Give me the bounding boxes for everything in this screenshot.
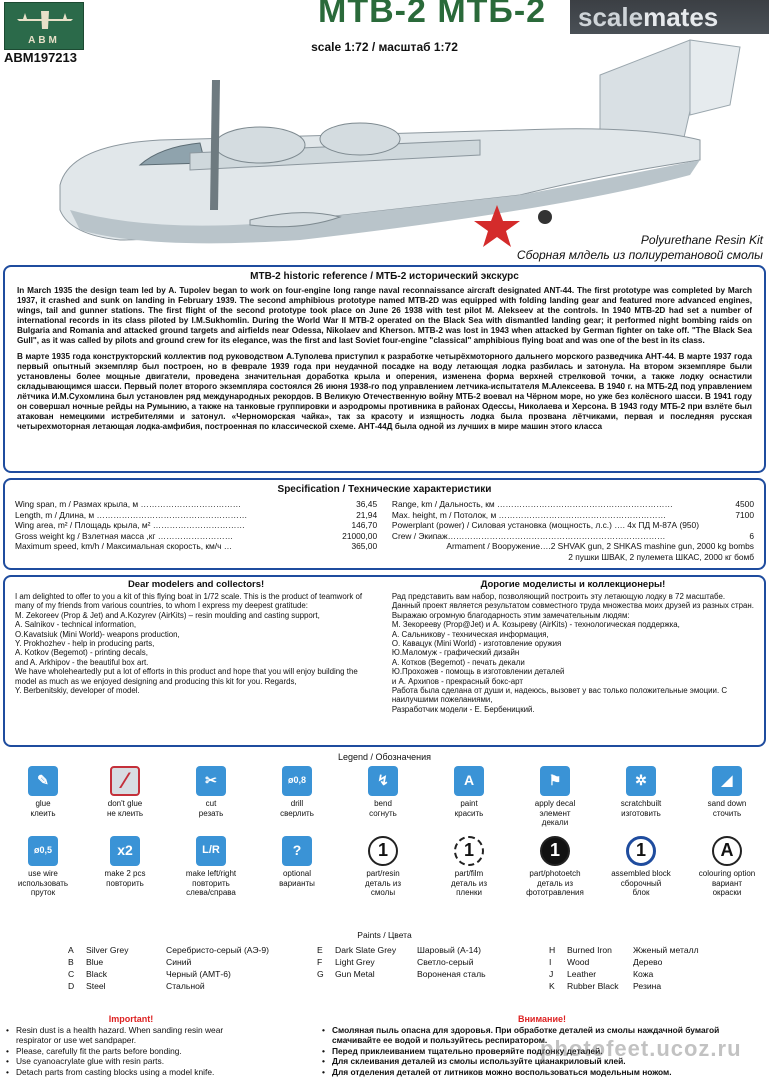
paint-row: K Rubber Black Резина [549, 981, 662, 991]
warnings-title-en: Important! [108, 1014, 154, 1024]
legend-en: glue [35, 799, 51, 808]
legend-item-wire [0, 836, 86, 898]
spec-row [392, 499, 754, 510]
legend-ru: элемент декали [539, 808, 571, 827]
spec-row [15, 499, 377, 510]
warning-item: • Detach parts from casting blocks using a model knife. [6, 1067, 256, 1078]
cut-icon: ✂ [196, 766, 226, 796]
legend-en: sand down [707, 799, 747, 808]
warnings-title-ru: Внимание! [518, 1014, 566, 1024]
decal-icon: ⚑ [540, 766, 570, 796]
legend-ru: красить [454, 808, 484, 818]
spec-row [392, 510, 754, 521]
legend-item-dont-glue [82, 766, 168, 818]
sand-icon: ◢ [712, 766, 742, 796]
spec-row [392, 520, 754, 531]
legend-item-sand [684, 766, 769, 818]
spec-value: 146,70 [351, 520, 378, 530]
modelers-title-en: Dear modelers and collectors! [127, 579, 265, 590]
make-two-icon: x2 [110, 836, 140, 866]
modelers-en-column [15, 579, 377, 714]
specification-panel [3, 478, 766, 570]
spec-label: Range, km / Дальность, км ……………………………………………………… [391, 499, 673, 509]
spec-label: Wing span, m / Размах крыла, м ……………………………… [15, 499, 241, 509]
kit-type-ru: Сборная млдель из полиуретановой смолы [516, 248, 763, 262]
spec-row [15, 531, 377, 542]
paint-row: H Burned Iron Жженый металл [549, 945, 699, 955]
spec-row [15, 510, 377, 521]
modelers-ru-column [392, 579, 754, 714]
legend-item-left-right [168, 836, 254, 898]
legend-en: paint [460, 799, 478, 808]
legend-ru: согнуть [369, 808, 397, 818]
scratchbuilt-icon: ✲ [626, 766, 656, 796]
resin-part-icon: 1 [368, 836, 398, 866]
legend-ru: использовать пруток [17, 878, 69, 897]
kit-code: ABM197213 [4, 50, 77, 65]
paints-title: Paints / Цвета [357, 930, 412, 940]
legend-en: make 2 pcs [104, 869, 146, 878]
brand-part1: scale [578, 2, 644, 32]
paint-row: D Steel Стальной [68, 981, 205, 991]
paint-row: I Wood Дерево [549, 957, 663, 967]
legend-en: use wire [28, 869, 58, 878]
legend-ru: сборочный блок [620, 878, 662, 897]
watermark: photofeet.ucoz.ru [540, 1036, 742, 1061]
paint-icon: A [454, 766, 484, 796]
legend-item-photoetch-part [512, 836, 598, 898]
legend-title: Legend / Обозначения [337, 752, 432, 762]
warning-item: • Please, carefully fit the parts before bonding. [6, 1046, 256, 1057]
legend-item-decal [512, 766, 598, 828]
armament-ru: 2 пушки ШВАК, 2 пулемета ШКАС, 2000 кг бомб [568, 551, 754, 562]
optional-icon: ? [282, 836, 312, 866]
legend-item-film-part [426, 836, 512, 898]
legend-item-resin-part [340, 836, 426, 898]
legend-ru: повторить [106, 878, 144, 888]
legend-en: part/photoetch [529, 869, 581, 878]
warnings-en [6, 1014, 256, 1077]
spec-label: Crew / Экипаж…………………………………………………………………… [391, 530, 666, 541]
spec-value: 6 [749, 530, 754, 541]
spec-label: Maximum speed, km/h / Максимальная скорость, км/ч … [15, 541, 233, 551]
brand-part2: mates [643, 2, 719, 32]
legend-item-make-two [82, 836, 168, 888]
legend-en: optional [282, 869, 312, 878]
spec-label: Max. height, m / Потолок, м …………………………………………………… [391, 509, 667, 520]
history-panel [3, 265, 766, 473]
legend-ru: сверлить [280, 808, 314, 818]
spec-label: Wing area, m² / Площадь крыла, м² …………………………… [15, 520, 245, 530]
legend-item-paint [426, 766, 512, 818]
spec-label: Powerplant (power) / Силовая установка (мощность, л.с.) …. 4х ПД М-87А (950) [391, 520, 699, 530]
kit-title: МТВ-2 МТБ-2 [318, 0, 547, 30]
assembled-block-icon: 1 [626, 836, 656, 866]
glue-icon: ✎ [28, 766, 58, 796]
legend-en: apply decal [534, 799, 576, 808]
legend-en: scratchbuilt [620, 799, 662, 808]
legend-en: part/resin [366, 869, 400, 878]
drill-icon: ø0,8 [282, 766, 312, 796]
legend-ru: сточить [712, 808, 742, 818]
specs-title: Specification / Технические характеристики [277, 484, 492, 495]
colouring-option-icon: A [712, 836, 742, 866]
spec-row [392, 531, 754, 542]
warning-item: • Для склеивания деталей из смолы используйте цианакриловый клей. [322, 1056, 762, 1067]
legend-en: don't glue [107, 799, 143, 808]
bend-icon: ↯ [368, 766, 398, 796]
flying-boat-illustration [0, 35, 769, 260]
legend-item-assembled-block [598, 836, 684, 898]
warning-item: • Смоляная пыль опасна для здоровья. При обработке деталей из смолы наждачной бумагой смачивайте ее водой и пользуйтесь респиратором. [322, 1025, 762, 1046]
spec-value: 21,94 [356, 509, 378, 520]
paint-row: C Black Черный (АМТ-6) [68, 969, 231, 979]
legend-item-cut [168, 766, 254, 818]
warning-item: • Use cyanoacrylate glue with resin parts. [6, 1056, 256, 1067]
logo-text: ABM [28, 35, 60, 46]
legend-ru: резать [198, 808, 224, 818]
paints-column-1 [68, 944, 269, 992]
warning-item: • Resin dust is a health hazard. When sanding resin wear respirator or use wet sandpaper. [6, 1025, 256, 1046]
spec-value: 21000,00 [342, 530, 378, 541]
paint-row: B Blue Синий [68, 957, 192, 967]
bomber-silhouette-icon [15, 7, 75, 31]
armament-en: Armament / Вооружение….2 SHVAK gun, 2 SHKAS mashine gun, 2000 kg bombs [446, 541, 754, 551]
spec-value: 36,45 [356, 499, 378, 509]
legend-en: assembled block [611, 869, 671, 878]
spec-row [15, 520, 377, 531]
spec-label: Length, m / Длина, м ……………………………………………… [15, 509, 248, 520]
legend-ru: вариант окраски [711, 878, 743, 897]
modelers-title-ru: Дорогие моделисты и коллекционеры! [480, 579, 666, 590]
legend-en: part/film [454, 869, 484, 878]
warning-item: • Перед приклеиванием тщательно проверяйте подгонку деталей. [322, 1046, 762, 1057]
paints-column-2 [317, 944, 486, 980]
specs-right-column [392, 499, 754, 562]
wire-icon: ø0,5 [28, 836, 58, 866]
modelers-text-ru: Рад представить вам набор, позволяющий построить эту летающую лодку в 72 масштабе. Данный проект является результатом совместного труда множества моих друзей из разных стран. Выражаю огромную благодарность этим замечательным людям: М. Зекорееву (Prop@Jet) и А. Козыреву (AirKits) - технологическая поддержка, А. Сальникову - техническая информация, О. Кавацук (Mini World) - изготовление оружия Ю.Маломуж - графический дизайн А. Котков (Begemot) - печать декали Ю.Прохожев - помощь в изготовлении деталей и А. Архипов - прекрасный бокс-арт Работа была сделана от души и, надеюсь, вызовет у вас только положительные эмоции. С наилучшими пожеланиями, Разработчик модели - Е. Бербеницкий. [391, 592, 754, 714]
legend-item-glue [0, 766, 86, 818]
spec-value: 4500 [735, 499, 754, 509]
legend-ru: деталь из фототравления [526, 878, 584, 897]
history-text-en: In March 1935 the design team led by A. Tupolev began to work on four-engine long range naval reconnaissance aircraft designated ANT-44. The first prototype was completed by March 1937, it crashed and sunk on landing in February 1939. The second amphibious prototype named MTB-2D was equipped with folding landing gear and featured more advanced engines, wings, tail and gunner stations. The first flight of the second prototype took place on June 26 1938 with test pilot M. Alekseev at the controls. In 1940 MTB-2D had set a number of international records in its class piloted by I.M.Sukhomlin. During the World War II MTB-2 operated on the Black Sea with dismantled landing gear; it performed night bombing raids on Bulgaria and Romania and attacked ground targets and airfields near Odessa, Nikolaev and Kherson. MTB-2 was lost in 1943 when attacked by German fighter on take off. "The Black Sea Gull", as it was called by pilots and ground crew for its elegance, was the first and last Soviet four-engine "classical" amphibious flying boat and was one of the best in its class. [17, 286, 752, 345]
legend-en: bend [374, 799, 392, 808]
legend-ru: деталь из пленки [450, 878, 488, 897]
scale-label: scale 1:72 / масштаб 1:72 [311, 40, 458, 54]
legend-ru: деталь из смолы [364, 878, 402, 897]
specs-left-column [15, 499, 377, 562]
legend-ru: варианты [279, 878, 315, 888]
legend-ru: не клеить [106, 808, 144, 818]
spec-row [15, 541, 377, 552]
legend-en: drill [290, 799, 304, 808]
legend-ru: клеить [30, 808, 56, 818]
legend-item-colouring-option [684, 836, 769, 898]
modelers-panel [3, 575, 766, 747]
kit-type-en: Polyurethane Resin Kit [640, 233, 763, 247]
legend-en: cut [205, 799, 217, 808]
legend-ru: изготовить [621, 808, 661, 818]
paint-row: F Light Grey Светло-серый [317, 957, 474, 967]
modelers-text-en: I am delighted to offer to you a kit of this flying boat in 1/72 scale. This is the product of teamwork of many of my friends from various countries, to whom I express my deepest gratitude: M. Zekoreev (Prop & Jet) and A.Kozyrev (AirKits) – resin moulding and casting support, A. Salnikov - technical information, O.Kavatsiuk (Mini World)- weapons production, Y. Prokhozhev - help in producing parts, A. Kotkov (Begemot) - printing decals, and A. Arkhipov - the beautiful box art. We have wholeheartedly put a lot of efforts in this product and hope that you will enjoy building the model as much as we enjoyed designing and producing this kit for you. Regards, Y. Berbenitskiy, developer of model. [15, 592, 363, 696]
history-text-ru: В марте 1935 года конструкторский коллектив под руководством А.Туполева приступил к разработке четырёхмоторного дальнего морского разведчика АНТ-44. В марте 1937 года первый опытный экземпляр был построен, но в феврале 1939 года при неудачной посадке на воду летающая лодка разбилась и затонула. На втором экземпляре были установлены более мощные двигатели, проведена значительная доработка крыла и оперения, изменена форма верхней стрелковой точки, а также лодку оснастили складывающимся шасси. Первый полет второго экземпляра состоялся 26 июня 1938-го под управлением летчика-испытателя М.Алексеева. В 1940 г. на МТБ-2Д под управлением лётчика И.М.Сухомлина был установлен ряд международных рекордов. В Великую Отечественную войну МТБ-2 воевал на Чёрном море, но уже без колёсного шасси. В 1941 году он совершал ночные рейды на Румынию, а также на танковые группировки и аэродромы противника в районах Одессы, Николаева и Херсона. В 1943 году МТБ-2 при взлёте был атакован немецкими истребителями и затонул. «Черноморская чайка», так за красоту и изящность лодка была прозвана лётчиками, первая и последняя русская четырехмоторная летающая лодка-амфибия, построенная по классической схеме. АНТ-44Д была одной из лучших в мире машин этого класса [17, 352, 752, 431]
paint-row: G Gun Metal Вороненая сталь [317, 969, 486, 979]
legend-item-optional [254, 836, 340, 888]
legend-ru: повторить слева/справа [186, 878, 236, 897]
dont-glue-icon: ⁄ [110, 766, 140, 796]
spec-label: Gross weight kg / Взлетная масса ,кг ……………………… [15, 530, 234, 541]
header [0, 0, 769, 262]
warning-item: • Для отделения деталей от литников можно воспользоваться модельным ножом. [322, 1067, 762, 1078]
spec-value [748, 520, 754, 531]
scalemates-banner [570, 0, 769, 34]
paint-row: E Dark Slate Grey Шаровый (А-14) [317, 945, 482, 955]
photoetch-part-icon: 1 [540, 836, 570, 866]
legend-item-drill [254, 766, 340, 818]
history-title: MTB-2 historic reference / МТБ-2 исторический экскурс [250, 271, 519, 282]
spec-value: 365,00 [351, 541, 378, 551]
legend-item-bend [340, 766, 426, 818]
legend-en: make left/right [185, 869, 237, 878]
paints-column-3 [549, 944, 699, 992]
legend-en: colouring option [698, 869, 756, 878]
film-part-icon: 1 [454, 836, 484, 866]
left-right-icon: L/R [196, 836, 226, 866]
paint-row: J Leather Кожа [549, 969, 654, 979]
paint-row: A Silver Grey Серебристо-серый (АЭ-9) [68, 945, 270, 955]
legend-item-scratchbuilt [598, 766, 684, 818]
spec-value: 7100 [735, 509, 754, 520]
